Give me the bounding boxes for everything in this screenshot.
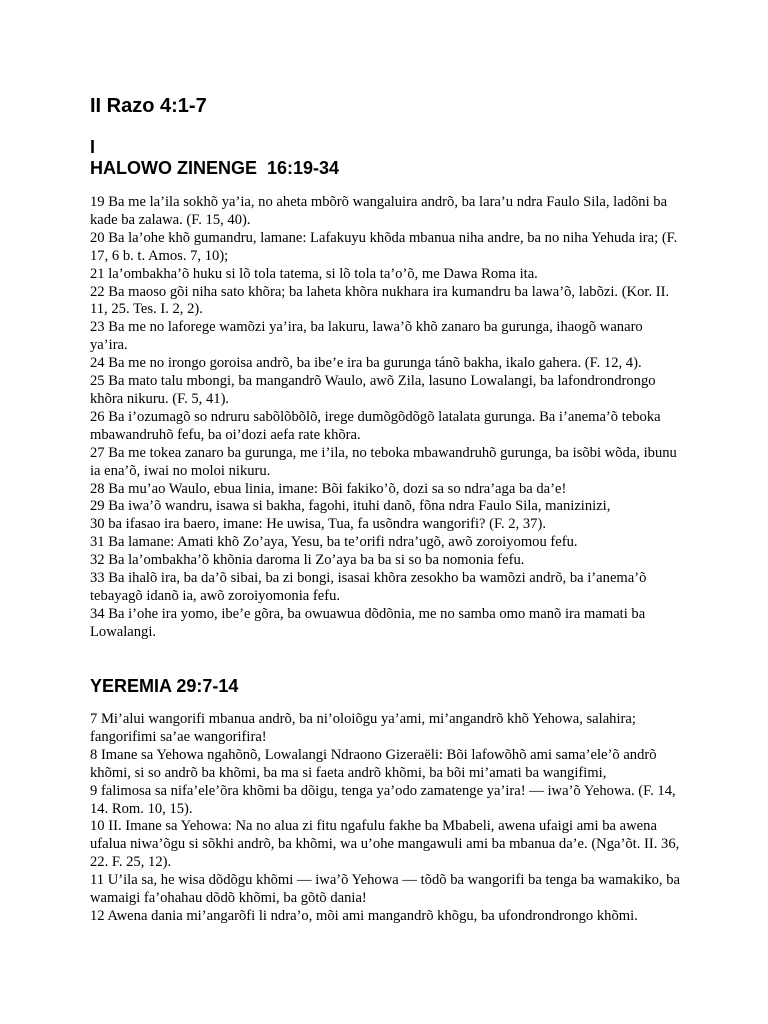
verse-23: 23 Ba me no laforege wamõzi ya’ira, ba lakuru, lawa’õ khõ zanaro ba gurunga, ihaogõ wanaro ya’ira. [90,319,643,354]
verse-7: 7 Mi’alui wangorifi mbanua andrõ, ba ni’oloiõgu ya’ami, mi’angandrõ khõ Yehowa, salahira; fangorifimi sa’ae wangorifira! [90,711,636,745]
verse-22: 22 Ba maoso gõi niha sato khõra; ba laheta khõra nukhara ira kumandru ba lawa’õ, labõzi. (Kor. II. 11, 25. Tes. I. 2, 2). [90,283,670,318]
verse-33: 33 Ba ihalõ ira, ba da’õ sibai, ba zi bongi, isasai khõra zesokho ba wamõzi andrõ, ba i’anema’õ tebayagõ idanõ ia, awõ zoroiyomonia fefu. [90,570,647,604]
section-heading-yeremia: YEREMIA 29:7-14 [90,676,239,696]
verse-10: 10 II. Imane sa Yehowa: Na no alua zi fitu ngafulu fakhe ba Mbabeli, awena ufaigi ami ba awena ufalua niwa’õgu si sõkhi andrõ, ba khõmi, wa u’ohe mangawuli ami ba mbanua da’e. (Nga’õt. II. 36, 22. F. 25, 12). [90,818,680,871]
verse-24: 24 Ba me no irongo goroisa andrõ, ba ibe’e ira ba gurunga tánõ bakha, ikalo gahera. (F. 12, 4). [90,355,642,372]
verse-20: 20 Ba la’ohe khõ gumandru, lamane: Lafakuyu khõda mbanua niha andre, ba no niha Yehuda ira; (F. 17, 6 b. t. Amos. 7, 10); [90,229,678,264]
verse-9: 9 falimosa sa nifa’ele’õra khõmi ba dõigu, tenga ya’odo zamatenge ya’ira! — iwa’õ Yehowa. (F. 14, 14. Rom. 10, 15). [90,782,676,817]
verse-28: 28 Ba mu’ao Waulo, ebua linia, imane: Bõi fakiko’õ, dozi sa so ndra’aga ba da’e! [90,480,567,497]
verse-34: 34 Ba i’ohe ira yomo, ibe’e gõra, ba owuawua dõdõnia, me no samba omo manõ ira mamati ba Lowalangi. [90,605,646,640]
verse-26: 26 Ba i’ozumagõ so ndruru sabõlõbõlõ, irege dumõgõdõgõ latalata gurunga. Ba i’anema’õ teboka mbawandruhõ fefu, ba oi’dozi aefa rate khõra. [90,408,661,443]
verse-11: 11 U’ila sa, he wisa dõdõgu khõmi — iwa’õ Yehowa — tõdõ ba wangorifi ba tenga ba wamakiko, ba wamaigi fa’ohahau dõdõ khõmi, ba gõtõ dania! [90,872,680,907]
verse-8: 8 Imane sa Yehowa ngahõnõ, Lowalangi Ndraono Gizeraëli: Bõi lafowõhõ ami sama’ele’õ andrõ khõmi, si so andrõ ba khõmi, ba ma si faeta andrõ khõmi, ba bõi mi’amati ba wangifimi, [90,746,657,781]
verse-31: 31 Ba lamane: Amati khõ Zo’aya, Yesu, ba te’orifi ndra’ugõ, awõ zoroiyomou fefu. [90,534,578,551]
verse-27: 27 Ba me tokea zanaro ba gurunga, me i’ila, no teboka mbawandruhõ gurunga, ba isõbi wõda, ibunu ia ena’õ, iwai no moloi nikuru. [90,444,677,479]
verse-29: 29 Ba iwa’õ wandru, isawa si bakha, fagohi, ituhi danõ, fõna ndra Faulo Sila, manizinizi, [90,498,611,515]
section-roman-numeral: I [90,137,96,157]
verse-list-halowo [90,194,680,642]
section-heading-halowo: HALOWO ZINENGE 16:19-34 [90,158,340,178]
verse-19: 19 Ba me la’ila sokhõ ya’ia, no aheta mbõrõ wangaluira andrõ, ba lara’u ndra Faulo Sila, ladõni ba kade ba zalawa. (F. 15, 40). [90,194,668,228]
verse-25: 25 Ba mato talu mbongi, ba mangandrõ Waulo, awõ Zila, lasuno Lowalangi, ba lafondrondrongo khõra nikuru. (F. 5, 41). [90,373,656,407]
document-title: II Razo 4:1-7 [90,95,207,117]
verse-21: 21 la’ombakha’õ huku si lõ tola tatema, si lõ tola ta’o’õ, me Dawa Roma ita. [90,265,538,282]
verse-list-yeremia [90,711,680,926]
verse-12: 12 Awena dania mi’angarõfi li ndra’o, mõi ami mangandrõ khõgu, ba ufondrondrongo khõmi. [90,907,638,924]
verse-32: 32 Ba la’ombakha’õ khõnia daroma li Zo’aya ba ba si so ba nomonia fefu. [90,552,525,569]
verse-30: 30 ba ifasao ira baero, imane: He uwisa, Tua, fa usõndra wangorifi? (F. 2, 37). [90,516,546,533]
